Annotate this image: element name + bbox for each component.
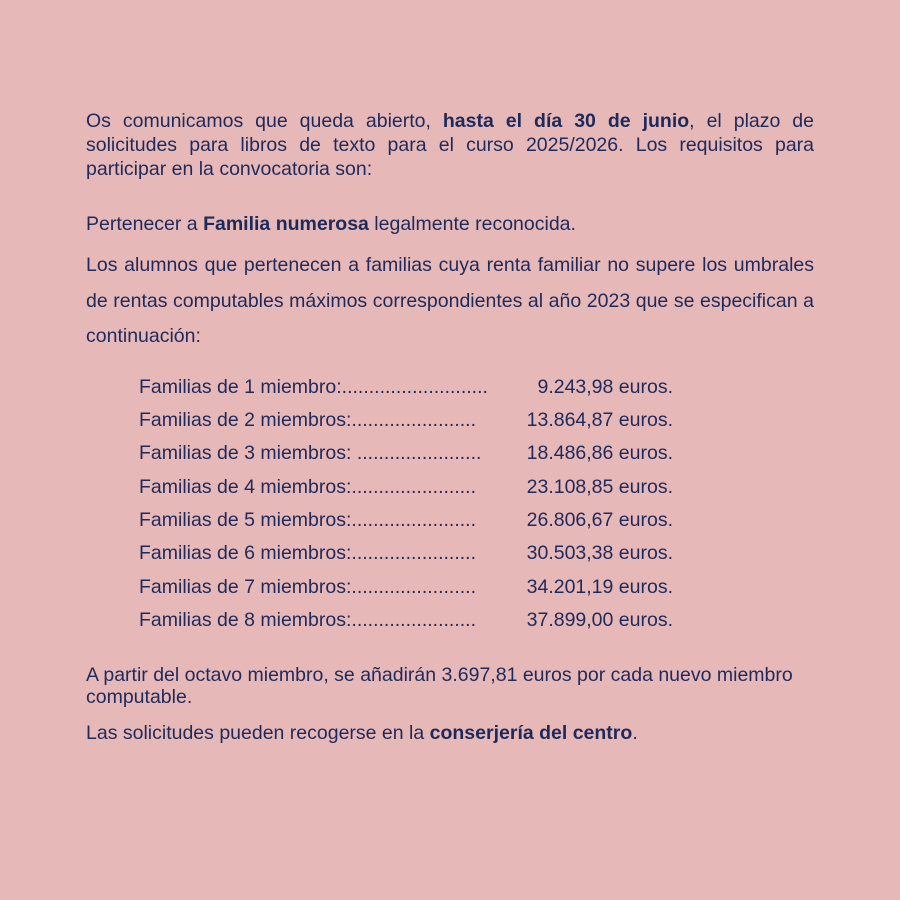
extra-member-note: A partir del octavo miembro, se añadirán 3.697,81 euros por cada nuevo miembro computable.: [86, 663, 793, 708]
income-row: [139, 404, 814, 437]
income-row-label: Familias de 6 miembros:.......................: [139, 542, 477, 565]
income-threshold-table: [86, 371, 814, 638]
requirement-income: Los alumnos que pertenecen a familias cuya renta familiar no supere los umbrales de rentas computables máximos correspondientes al año 2023 que se especifican a continuación:: [86, 254, 814, 347]
income-row-label: Familias de 1 miembro:...........................: [139, 375, 488, 398]
pickup-location-highlight: conserjería del centro: [429, 721, 633, 744]
income-row-label: Familias de 5 miembros:.......................: [139, 509, 477, 532]
requirement-large-family: [86, 212, 814, 236]
income-row: [139, 604, 814, 637]
income-row-label: Familias de 8 miembros:.......................: [139, 609, 477, 632]
intro-text-start: Os comunicamos que queda abierto,: [86, 110, 443, 132]
large-family-highlight: Familia numerosa: [203, 213, 369, 235]
income-row-amount: 13.864,87 euros.: [526, 408, 673, 431]
announcement: [86, 109, 814, 745]
intro-paragraph: [86, 109, 814, 181]
income-row-label: Familias de 2 miembros:.......................: [139, 408, 477, 431]
income-row: [139, 437, 814, 470]
income-row-amount: 30.503,38 euros.: [526, 542, 673, 565]
income-row-label: Familias de 3 miembros: .......................: [139, 442, 482, 465]
income-row-amount: 34.201,19 euros.: [526, 575, 673, 598]
income-row-amount: 23.108,85 euros.: [526, 475, 673, 498]
income-row: [139, 504, 814, 537]
income-row: [139, 537, 814, 570]
pickup-note: [86, 721, 814, 745]
income-row-amount: 26.806,67 euros.: [526, 509, 673, 532]
requirement-large-family-end: legalmente reconocida.: [368, 213, 576, 235]
income-row-amount: 18.486,86 euros.: [526, 442, 673, 465]
income-row: [139, 371, 814, 404]
income-row-label: Familias de 4 miembros:.......................: [139, 475, 477, 498]
pickup-note-start: Las solicitudes pueden recogerse en la: [86, 721, 430, 744]
income-row-amount: 9.243,98 euros.: [537, 375, 673, 398]
income-row-label: Familias de 7 miembros:.......................: [139, 575, 477, 598]
income-row: [139, 571, 814, 604]
intro-text-end: , el plazo de solicitudes para libros de texto para el curso 2025/2026. Los requisitos para participar en la convocatoria son:: [86, 110, 815, 180]
pickup-note-end: .: [632, 721, 638, 744]
income-row-amount: 37.899,00 euros.: [526, 609, 673, 632]
income-row: [139, 471, 814, 504]
deadline-highlight: hasta el día 30 de junio: [442, 110, 690, 132]
requirement-large-family-start: Pertenecer a: [86, 213, 204, 235]
